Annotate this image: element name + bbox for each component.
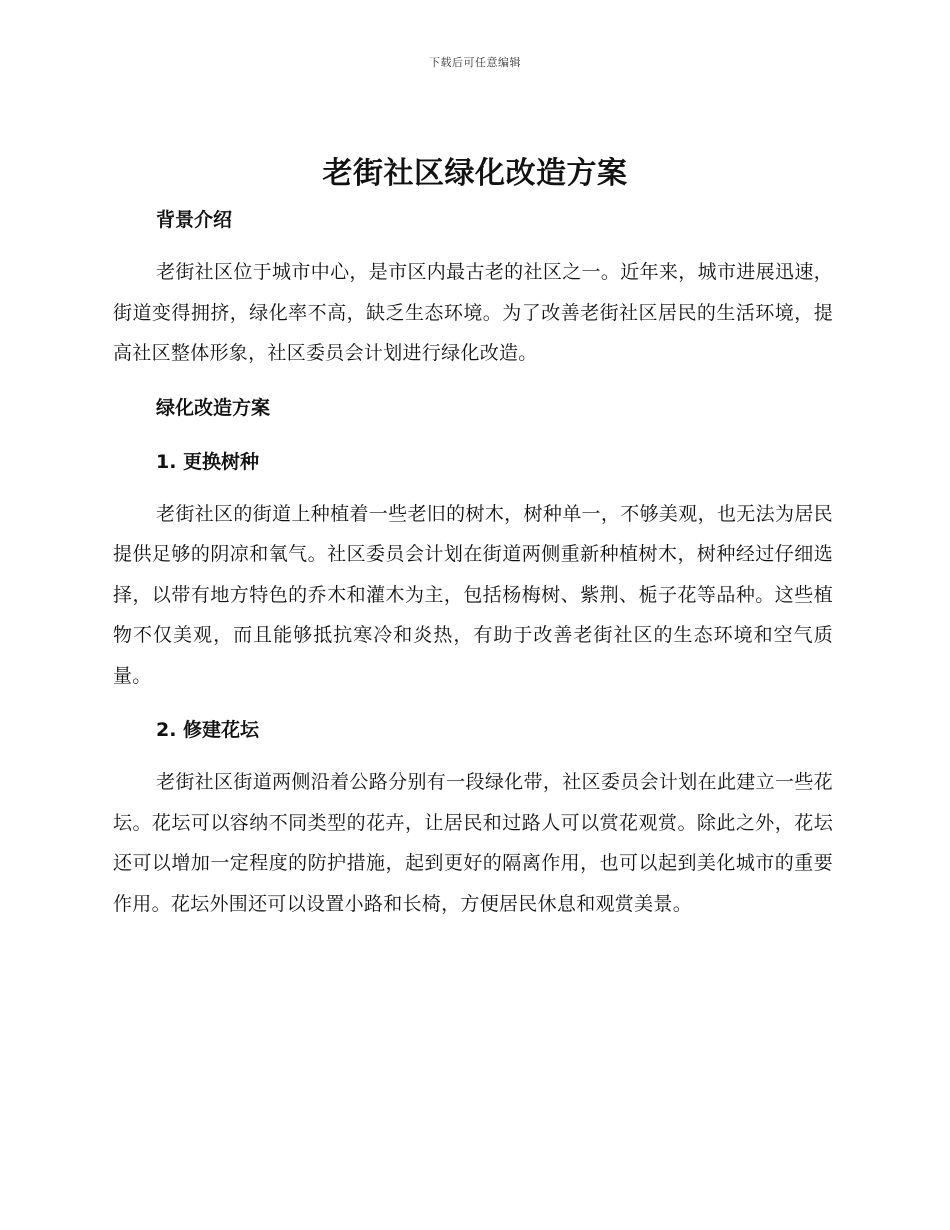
item2-heading: 2. 修建花坛 <box>156 719 260 741</box>
document-title: 老街社区绿化改造方案 <box>322 156 628 191</box>
item1-heading: 1. 更换树种 <box>156 450 260 473</box>
plan-heading: 绿化改造方案 <box>156 396 271 419</box>
background-paragraph: 老街社区位于城市中心，是市区内最古老的社区之一。近年来，城市进展迅速，街道变得拥挤，绿化率不高，缺乏生态环境。为了改善老街社区居民的生活环境，提高社区整体形象，社区委员会计划进行绿化改造。 <box>113 261 833 364</box>
header-note: 下载后可任意编辑 <box>429 56 521 69</box>
item2-paragraph: 老街社区街道两侧沿着公路分别有一段绿化带，社区委员会计划在此建立一些花坛。花坛可以容纳不同类型的花卉，让居民和过路人可以赏花观赏。除此之外，花坛还可以增加一定程度的防护措施，起到更好的隔离作用，也可以起到美化城市的重要作用。花坛外围还可以设置小路和长椅，方便居民休息和观赏美景。 <box>113 771 833 915</box>
item1-paragraph: 老街社区的街道上种植着一些老旧的树木，树种单一，不够美观，也无法为居民提供足够的阴凉和氧气。社区委员会计划在街道两侧重新种植树木，树种经过仔细选择，以带有地方特色的乔木和灌木为主，包括杨梅树、紫荆、栀子花等品种。这些植物不仅美观，而且能够抵抗寒冷和炎热，有助于改善老街社区的生态环境和空气质量。 <box>113 502 833 687</box>
document-body <box>113 204 833 924</box>
background-heading: 背景介绍 <box>156 209 233 231</box>
